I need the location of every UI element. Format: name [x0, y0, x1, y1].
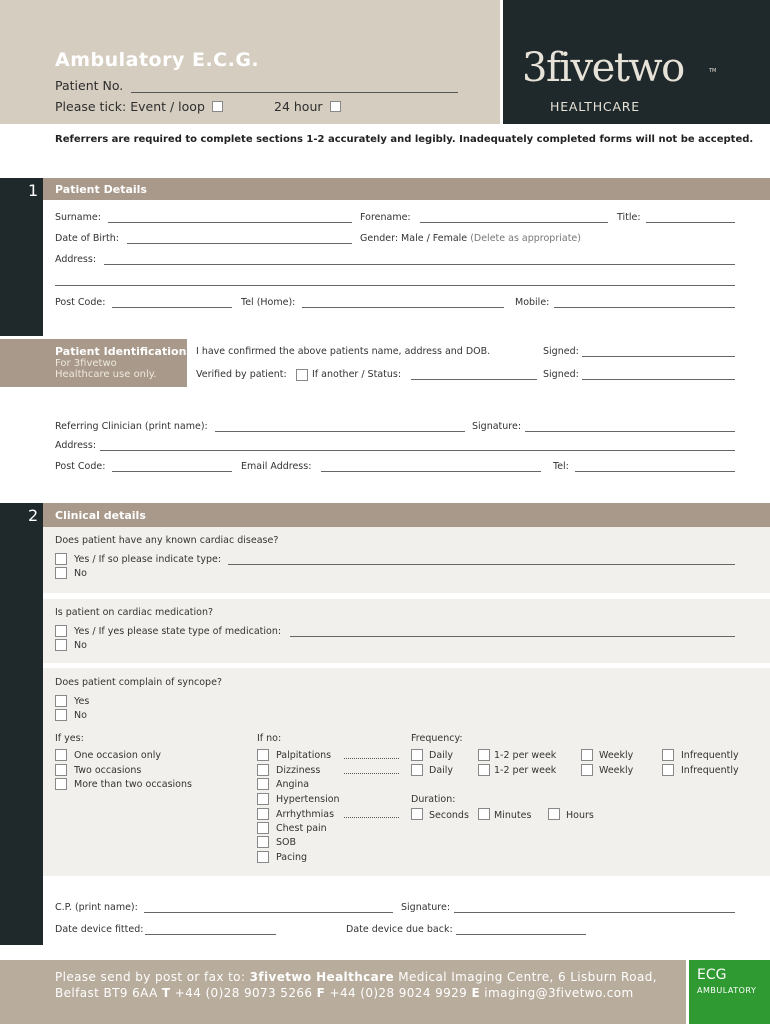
dizz-per-week-label: 1-2 per week: [494, 765, 557, 776]
signed-1-label: Signed:: [543, 346, 579, 357]
dob-label: Date of Birth:: [55, 233, 119, 244]
arrhythmias-leader: [344, 817, 399, 818]
tel-home-field[interactable]: [302, 307, 504, 308]
palp-daily-checkbox[interactable]: [411, 749, 423, 761]
verified-checkbox[interactable]: [296, 369, 308, 381]
q3-no-label: No: [74, 710, 87, 721]
if-yes-checkbox-3[interactable]: [55, 778, 67, 790]
status-field[interactable]: [411, 379, 537, 380]
if-no-checkbox-3[interactable]: [257, 778, 269, 790]
section-2-bar: [43, 503, 770, 527]
seconds-checkbox[interactable]: [411, 808, 423, 820]
q2-text: Is patient on cardiac medication?: [55, 607, 214, 618]
referrer-notice: Referrers are required to complete sections 1-2 accurately and legibly. Inadequately completed forms will not be accepted.: [55, 134, 754, 145]
if-no-option-5: Arrhythmias: [276, 809, 335, 820]
if-no-option-4: Hypertension: [276, 794, 340, 805]
footer-line-1: [55, 970, 657, 984]
section-1-title: Patient Details: [55, 183, 147, 196]
dizz-per-week-checkbox[interactable]: [478, 764, 490, 776]
q1-yes-checkbox[interactable]: [55, 553, 67, 565]
q3-panel: [43, 668, 770, 876]
q2-no-checkbox[interactable]: [55, 639, 67, 651]
address-field-1[interactable]: [104, 264, 735, 265]
address-field-2[interactable]: [55, 285, 735, 286]
if-no-option-8: Pacing: [276, 852, 308, 863]
signed-2-label: Signed:: [543, 369, 579, 380]
if-no-option-3: Angina: [276, 779, 310, 790]
if-no-checkbox-7[interactable]: [257, 836, 269, 848]
signed-2-field[interactable]: [582, 379, 735, 380]
forename-field[interactable]: [420, 222, 608, 223]
section-1-bar: [43, 178, 770, 200]
referring-clinician-label: Referring Clinician (print name):: [55, 421, 208, 432]
section-1-number: 1: [28, 181, 39, 200]
if-yes-option-3: More than two occasions: [74, 779, 192, 790]
if-no-checkbox-1[interactable]: [257, 749, 269, 761]
footer-pre: Please send by post or fax to:: [55, 970, 250, 984]
footer-e: E: [471, 986, 481, 1000]
postcode-label: Post Code:: [55, 297, 106, 308]
24-hour-label: 24 hour: [274, 99, 323, 114]
cp-signature-field[interactable]: [454, 912, 735, 913]
palp-per-week-checkbox[interactable]: [478, 749, 490, 761]
dizz-weekly-checkbox[interactable]: [581, 764, 593, 776]
palpitations-leader: [344, 758, 399, 759]
footer-org: 3fivetwo Healthcare: [249, 970, 395, 984]
event-loop-checkbox[interactable]: [212, 101, 223, 112]
if-yes-option-1: One occasion only: [74, 750, 161, 761]
patient-id-sub-1: For 3fivetwo: [55, 358, 117, 369]
cp-print-name-label: C.P. (print name):: [55, 902, 138, 913]
address-label: Address:: [55, 254, 97, 265]
referrer-tel-field[interactable]: [575, 471, 735, 472]
footer-addr: Medical Imaging Centre, 6 Lisburn Road,: [394, 970, 657, 984]
tel-home-label: Tel (Home):: [241, 297, 296, 308]
patient-no-field[interactable]: [131, 92, 458, 93]
forename-label: Forename:: [360, 212, 411, 223]
dizz-infrequently-checkbox[interactable]: [662, 764, 674, 776]
tick-label: Please tick: Event / loop: [55, 99, 205, 114]
mobile-label: Mobile:: [515, 297, 550, 308]
palp-weekly-checkbox[interactable]: [581, 749, 593, 761]
if-no-option-1: Palpitations: [276, 750, 332, 761]
q1-no-label: No: [74, 568, 87, 579]
referring-clinician-field[interactable]: [215, 431, 465, 432]
if-yes-checkbox-2[interactable]: [55, 764, 67, 776]
dizz-weekly-label: Weekly: [599, 765, 634, 776]
cp-print-name-field[interactable]: [144, 912, 393, 913]
duration-label: Duration:: [411, 794, 456, 805]
footer-t: T: [161, 986, 171, 1000]
form-title: Ambulatory E.C.G.: [55, 49, 260, 71]
patient-no-label: Patient No.: [55, 78, 124, 93]
gender-options: Gender: Male / Female: [360, 233, 468, 244]
if-no-option-7: SOB: [276, 837, 297, 848]
q2-yes-checkbox[interactable]: [55, 625, 67, 637]
footer-email[interactable]: imaging@3fivetwo.com: [480, 986, 634, 1000]
palp-weekly-label: Weekly: [599, 750, 634, 761]
palp-per-week-label: 1-2 per week: [494, 750, 557, 761]
palp-infrequently-checkbox[interactable]: [662, 749, 674, 761]
if-no-checkbox-2[interactable]: [257, 764, 269, 776]
dizz-daily-checkbox[interactable]: [411, 764, 423, 776]
q3-no-checkbox[interactable]: [55, 709, 67, 721]
q1-no-checkbox[interactable]: [55, 567, 67, 579]
date-back-label: Date device due back:: [346, 924, 453, 935]
postcode-field[interactable]: [112, 307, 232, 308]
if-no-checkbox-5[interactable]: [257, 808, 269, 820]
section-2-strip: [0, 503, 43, 945]
footer-fax: +44 (0)28 9024 9929: [325, 986, 472, 1000]
palp-daily-label: Daily: [429, 750, 454, 761]
q3-yes-label: Yes: [74, 696, 90, 707]
if-no-option-6: Chest pain: [276, 823, 327, 834]
referrer-tel-label: Tel:: [553, 461, 569, 472]
hours-label: Hours: [566, 810, 594, 821]
minutes-checkbox[interactable]: [478, 808, 490, 820]
q3-text: Does patient complain of syncope?: [55, 677, 222, 688]
palp-infrequently-label: Infrequently: [681, 750, 739, 761]
24-hour-checkbox[interactable]: [330, 101, 341, 112]
surname-label: Surname:: [55, 212, 101, 223]
section-2-number: 2: [28, 506, 39, 525]
q3-yes-checkbox[interactable]: [55, 695, 67, 707]
if-no-checkbox-4[interactable]: [257, 793, 269, 805]
cp-signature-label: Signature:: [401, 902, 451, 913]
signed-1-field[interactable]: [582, 356, 735, 357]
q1-text: Does patient have any known cardiac disease?: [55, 535, 279, 546]
title-field[interactable]: [646, 222, 735, 223]
if-no-label: If no:: [257, 733, 282, 744]
patient-id-title: Patient Identification:: [55, 345, 191, 358]
gender-note: (Delete as appropriate): [470, 233, 581, 244]
date-fitted-field[interactable]: [145, 934, 276, 935]
footer-tel: +44 (0)28 9073 5266: [170, 986, 317, 1000]
if-another-label: If another / Status:: [312, 369, 402, 380]
dizz-infrequently-label: Infrequently: [681, 765, 739, 776]
company-logo: 3fivetwo: [522, 45, 684, 91]
referrer-postcode-field[interactable]: [112, 471, 232, 472]
q1-yes-label: Yes / If so please indicate type:: [74, 554, 222, 565]
referrer-signature-label: Signature:: [472, 421, 522, 432]
title-label: Title:: [617, 212, 641, 223]
referrer-postcode-label: Post Code:: [55, 461, 106, 472]
dizziness-leader: [344, 773, 399, 774]
section-2-title: Clinical details: [55, 509, 146, 522]
if-no-option-2: Dizziness: [276, 765, 321, 776]
logo-subtitle: HEALTHCARE: [550, 99, 640, 114]
mobile-field[interactable]: [554, 307, 735, 308]
email-field[interactable]: [321, 471, 541, 472]
confirmed-text: I have confirmed the above patients name, address and DOB.: [196, 346, 491, 357]
minutes-label: Minutes: [494, 810, 532, 821]
if-yes-checkbox-1[interactable]: [55, 749, 67, 761]
if-no-checkbox-6[interactable]: [257, 822, 269, 834]
hours-checkbox[interactable]: [548, 808, 560, 820]
surname-field[interactable]: [108, 222, 352, 223]
gender-label[interactable]: [360, 233, 581, 244]
if-yes-option-2: Two occasions: [74, 765, 142, 776]
referrer-signature-field[interactable]: [525, 431, 735, 432]
seconds-label: Seconds: [429, 810, 469, 821]
referrer-address-field[interactable]: [100, 450, 735, 451]
ecg-badge-sub: AMBULATORY: [697, 986, 757, 995]
if-yes-label: If yes:: [55, 733, 84, 744]
date-back-field[interactable]: [456, 934, 586, 935]
verified-label: Verified by patient:: [196, 369, 287, 380]
q2-yes-label: Yes / If yes please state type of medication:: [74, 626, 282, 637]
patient-id-sub-2: Healthcare use only.: [55, 369, 157, 380]
section-1-strip: [0, 178, 43, 336]
ecg-badge-title: ECG: [697, 967, 727, 983]
frequency-label: Frequency:: [411, 733, 463, 744]
email-label: Email Address:: [241, 461, 312, 472]
trademark-mark: TM: [709, 68, 717, 74]
date-fitted-label: Date device fitted:: [55, 924, 144, 935]
dob-field[interactable]: [127, 243, 352, 244]
footer-f: F: [316, 986, 326, 1000]
q2-medication-field[interactable]: [290, 636, 735, 637]
q2-no-label: No: [74, 640, 87, 651]
q1-type-field[interactable]: [228, 564, 735, 565]
footer-city: Belfast BT9 6AA: [55, 986, 162, 1000]
footer-line-2: [55, 986, 634, 1000]
if-no-checkbox-8[interactable]: [257, 851, 269, 863]
dizz-daily-label: Daily: [429, 765, 454, 776]
referrer-address-label: Address:: [55, 440, 97, 451]
